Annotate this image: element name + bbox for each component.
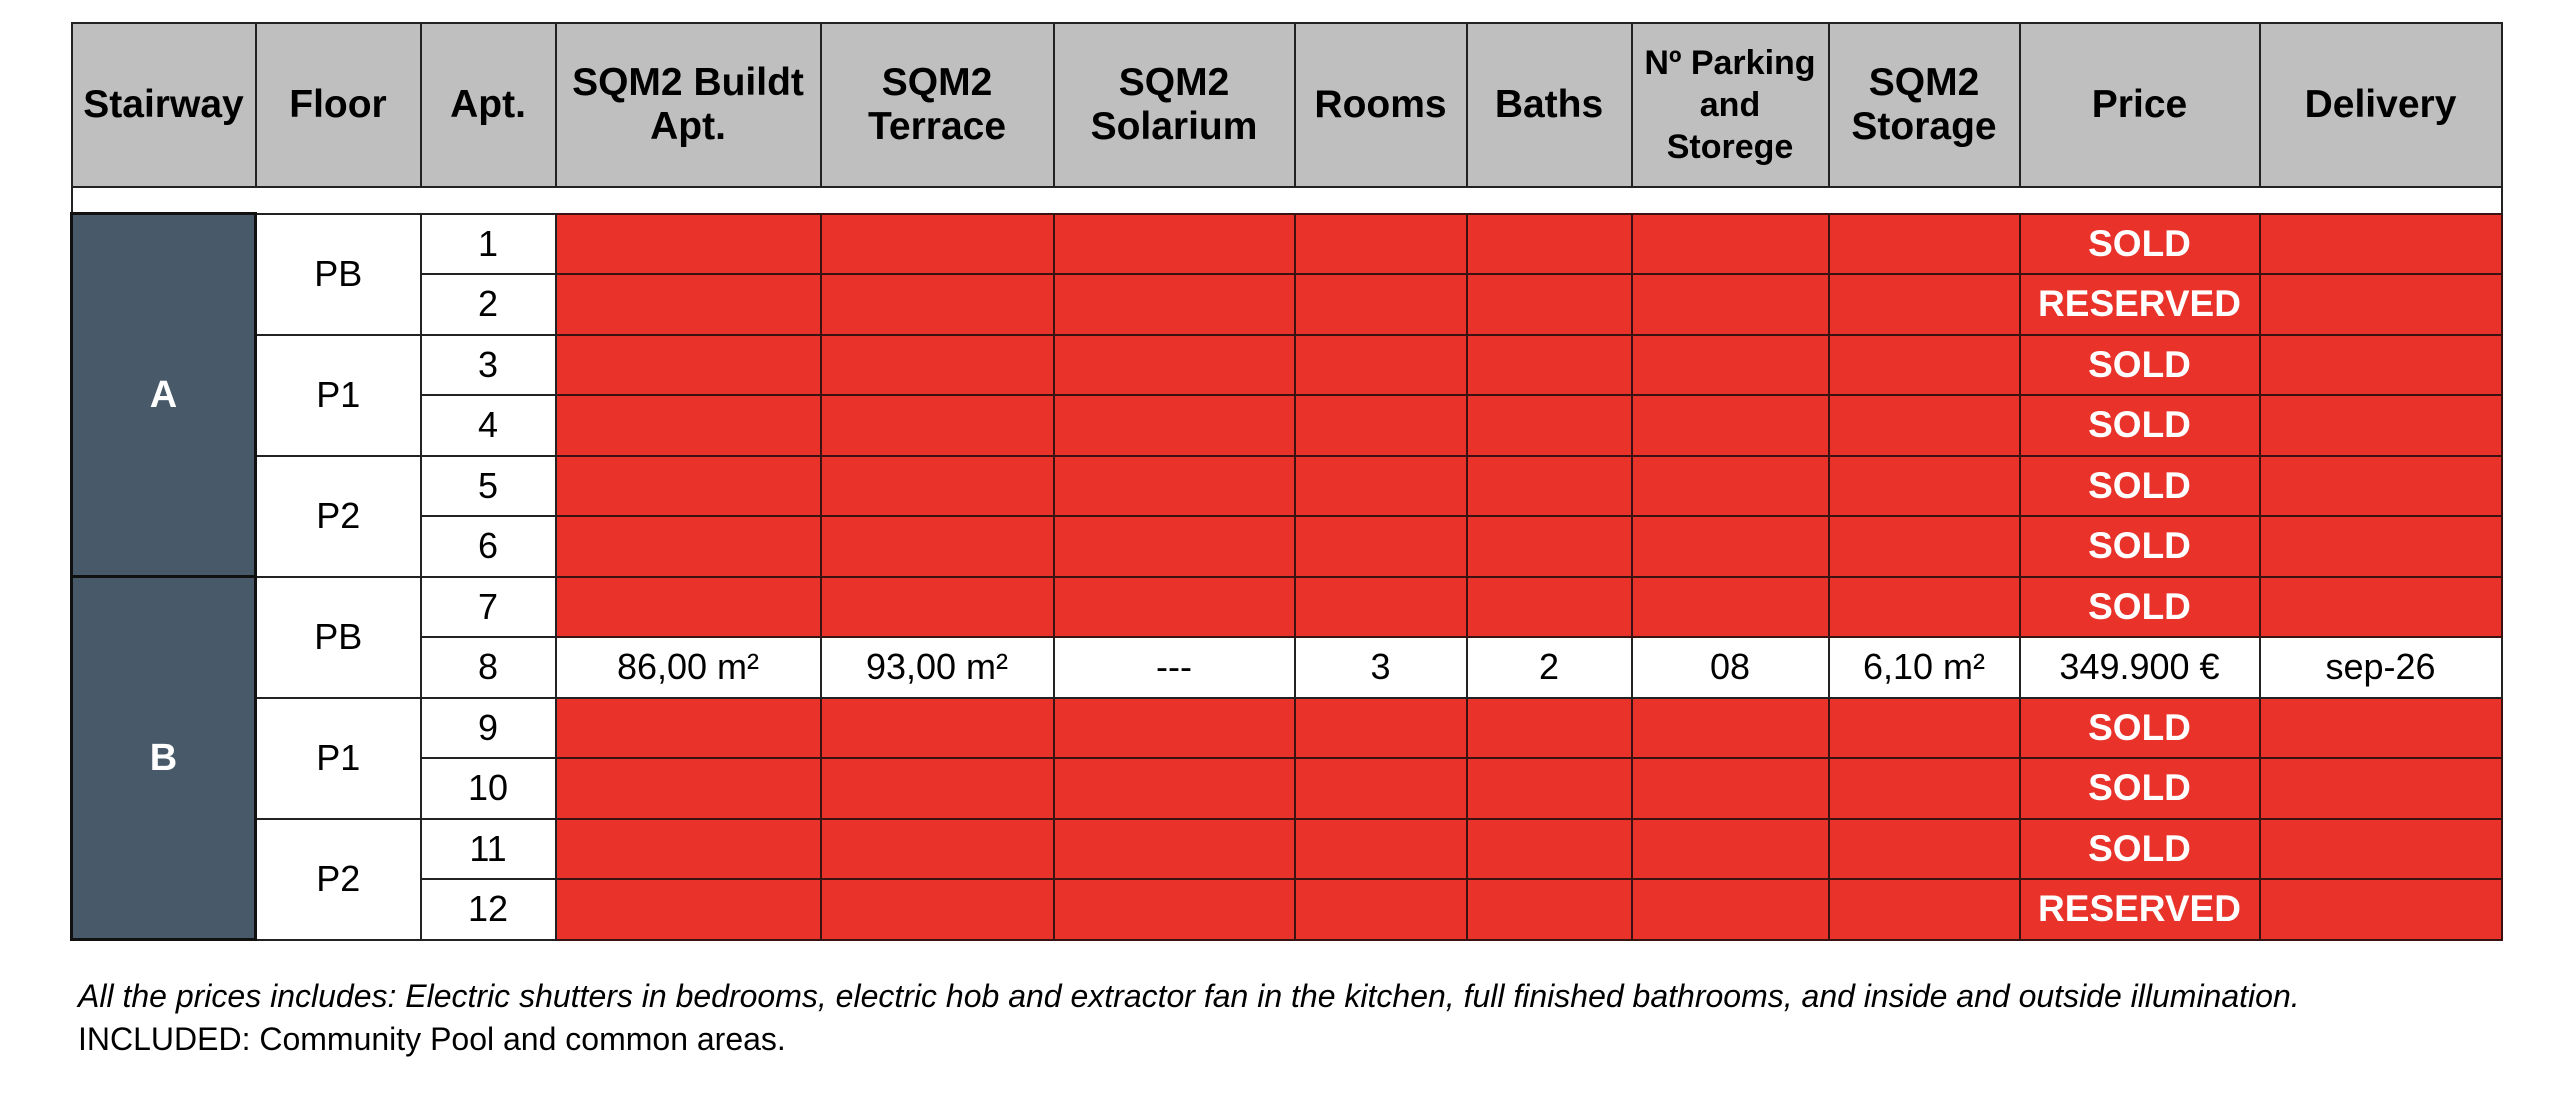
apartment-number: 10 xyxy=(421,758,556,819)
value-rooms: 3 xyxy=(1295,637,1467,698)
unavailable-cell xyxy=(1829,819,2020,880)
unavailable-cell xyxy=(821,335,1054,396)
unavailable-cell xyxy=(1054,577,1295,638)
apartment-number: 12 xyxy=(421,879,556,940)
column-header: Nº Parking and Storege xyxy=(1632,23,1829,187)
unavailable-cell xyxy=(1829,395,2020,456)
apartments-table xyxy=(70,22,2503,941)
column-header: Baths xyxy=(1467,23,1632,187)
unavailable-cell xyxy=(1054,335,1295,396)
unavailable-cell xyxy=(2260,577,2502,638)
apartment-number: 11 xyxy=(421,819,556,880)
column-header: SQM2 Buildt Apt. xyxy=(556,23,821,187)
unavailable-cell xyxy=(1295,456,1467,517)
unavailable-cell xyxy=(1632,395,1829,456)
floor-cell: P1 xyxy=(256,335,421,456)
unavailable-cell xyxy=(1467,698,1632,759)
spacer-row xyxy=(72,187,2502,214)
unavailable-cell xyxy=(1295,395,1467,456)
unavailable-cell xyxy=(1295,274,1467,335)
value-baths: 2 xyxy=(1467,637,1632,698)
table-row xyxy=(72,335,2502,396)
status-badge: SOLD xyxy=(2020,395,2260,456)
unavailable-cell xyxy=(1829,879,2020,940)
floor-cell: PB xyxy=(256,577,421,698)
unavailable-cell xyxy=(1054,819,1295,880)
unavailable-cell xyxy=(1632,274,1829,335)
unavailable-cell xyxy=(1632,819,1829,880)
spacer-cell xyxy=(72,187,2502,214)
unavailable-cell xyxy=(2260,758,2502,819)
unavailable-cell xyxy=(821,819,1054,880)
unavailable-cell xyxy=(556,456,821,517)
column-header: Stairway xyxy=(72,23,256,187)
column-header: Rooms xyxy=(1295,23,1467,187)
status-badge: SOLD xyxy=(2020,516,2260,577)
status-badge: SOLD xyxy=(2020,456,2260,517)
unavailable-cell xyxy=(2260,274,2502,335)
unavailable-cell xyxy=(1054,274,1295,335)
unavailable-cell xyxy=(2260,335,2502,396)
unavailable-cell xyxy=(556,577,821,638)
delivery-value: sep-26 xyxy=(2260,637,2502,698)
unavailable-cell xyxy=(2260,698,2502,759)
unavailable-cell xyxy=(2260,819,2502,880)
floor-cell: P2 xyxy=(256,456,421,577)
unavailable-cell xyxy=(1054,758,1295,819)
table-row xyxy=(72,637,2502,698)
unavailable-cell xyxy=(1295,879,1467,940)
apartment-number: 3 xyxy=(421,335,556,396)
table-row xyxy=(72,214,2502,275)
apartment-number: 5 xyxy=(421,456,556,517)
unavailable-cell xyxy=(1054,879,1295,940)
apartment-number: 2 xyxy=(421,274,556,335)
unavailable-cell xyxy=(556,758,821,819)
unavailable-cell xyxy=(1295,577,1467,638)
unavailable-cell xyxy=(2260,516,2502,577)
unavailable-cell xyxy=(2260,395,2502,456)
unavailable-cell xyxy=(556,516,821,577)
unavailable-cell xyxy=(821,516,1054,577)
unavailable-cell xyxy=(1829,214,2020,275)
unavailable-cell xyxy=(1829,274,2020,335)
apartment-number: 1 xyxy=(421,214,556,275)
unavailable-cell xyxy=(1467,274,1632,335)
unavailable-cell xyxy=(1467,395,1632,456)
unavailable-cell xyxy=(1829,456,2020,517)
unavailable-cell xyxy=(1632,698,1829,759)
unavailable-cell xyxy=(556,879,821,940)
unavailable-cell xyxy=(821,577,1054,638)
unavailable-cell xyxy=(556,395,821,456)
unavailable-cell xyxy=(2260,214,2502,275)
column-header: Floor xyxy=(256,23,421,187)
header-row xyxy=(72,23,2502,187)
unavailable-cell xyxy=(1295,335,1467,396)
unavailable-cell xyxy=(2260,456,2502,517)
unavailable-cell xyxy=(556,698,821,759)
unavailable-cell xyxy=(821,698,1054,759)
unavailable-cell xyxy=(1054,698,1295,759)
unavailable-cell xyxy=(1295,516,1467,577)
status-badge: RESERVED xyxy=(2020,879,2260,940)
unavailable-cell xyxy=(1054,516,1295,577)
unavailable-cell xyxy=(1054,456,1295,517)
unavailable-cell xyxy=(2260,879,2502,940)
unavailable-cell xyxy=(1632,335,1829,396)
unavailable-cell xyxy=(1829,698,2020,759)
unavailable-cell xyxy=(556,819,821,880)
unavailable-cell xyxy=(1829,577,2020,638)
unavailable-cell xyxy=(1632,577,1829,638)
notes xyxy=(78,975,2478,1061)
value-sqm-storage: 6,10 m² xyxy=(1829,637,2020,698)
status-badge: SOLD xyxy=(2020,335,2260,396)
unavailable-cell xyxy=(1467,516,1632,577)
column-header: Delivery xyxy=(2260,23,2502,187)
column-header: SQM2 Storage xyxy=(1829,23,2020,187)
table-row xyxy=(72,758,2502,819)
apartment-number: 9 xyxy=(421,698,556,759)
unavailable-cell xyxy=(1829,758,2020,819)
column-header: Apt. xyxy=(421,23,556,187)
unavailable-cell xyxy=(556,274,821,335)
unavailable-cell xyxy=(821,758,1054,819)
unavailable-cell xyxy=(556,335,821,396)
unavailable-cell xyxy=(1295,819,1467,880)
floor-cell: P1 xyxy=(256,698,421,819)
apartment-number: 6 xyxy=(421,516,556,577)
unavailable-cell xyxy=(1632,879,1829,940)
table-row xyxy=(72,274,2502,335)
value-sqm-built: 86,00 m² xyxy=(556,637,821,698)
unavailable-cell xyxy=(1467,577,1632,638)
floor-cell: P2 xyxy=(256,819,421,940)
table-body xyxy=(72,187,2502,940)
unavailable-cell xyxy=(1829,516,2020,577)
unavailable-cell xyxy=(1295,214,1467,275)
column-header: SQM2 Solarium xyxy=(1054,23,1295,187)
notes-prices-include: All the prices includes: Electric shutters in bedrooms, electric hob and extractor fan in the kitchen, full finished bathrooms, and inside and outside illumination. xyxy=(78,978,2300,1014)
stairway-cell: A xyxy=(72,214,256,577)
notes-included: INCLUDED: Community Pool and common areas. xyxy=(78,1021,786,1057)
unavailable-cell xyxy=(1467,819,1632,880)
unavailable-cell xyxy=(1632,214,1829,275)
unavailable-cell xyxy=(1467,758,1632,819)
status-badge: SOLD xyxy=(2020,819,2260,880)
floor-cell: PB xyxy=(256,214,421,335)
status-badge: SOLD xyxy=(2020,698,2260,759)
unavailable-cell xyxy=(821,879,1054,940)
status-badge: SOLD xyxy=(2020,577,2260,638)
unavailable-cell xyxy=(1295,698,1467,759)
table-row xyxy=(72,516,2502,577)
value-sqm-solarium: --- xyxy=(1054,637,1295,698)
unavailable-cell xyxy=(1467,335,1632,396)
unavailable-cell xyxy=(821,456,1054,517)
status-badge: SOLD xyxy=(2020,758,2260,819)
table-row xyxy=(72,456,2502,517)
unavailable-cell xyxy=(821,274,1054,335)
apartment-number: 4 xyxy=(421,395,556,456)
column-header: Price xyxy=(2020,23,2260,187)
unavailable-cell xyxy=(1295,758,1467,819)
unavailable-cell xyxy=(1829,335,2020,396)
table-row xyxy=(72,879,2502,940)
value-parking: 08 xyxy=(1632,637,1829,698)
unavailable-cell xyxy=(1054,395,1295,456)
unavailable-cell xyxy=(1632,516,1829,577)
apartment-number: 7 xyxy=(421,577,556,638)
unavailable-cell xyxy=(556,214,821,275)
table-row xyxy=(72,395,2502,456)
unavailable-cell xyxy=(1467,456,1632,517)
unavailable-cell xyxy=(1632,758,1829,819)
table-row xyxy=(72,698,2502,759)
unavailable-cell xyxy=(821,395,1054,456)
apartment-number: 8 xyxy=(421,637,556,698)
unavailable-cell xyxy=(1467,879,1632,940)
unavailable-cell xyxy=(821,214,1054,275)
status-badge: SOLD xyxy=(2020,214,2260,275)
value-sqm-terrace: 93,00 m² xyxy=(821,637,1054,698)
status-badge: RESERVED xyxy=(2020,274,2260,335)
unavailable-cell xyxy=(1467,214,1632,275)
table-row xyxy=(72,577,2502,638)
unavailable-cell xyxy=(1054,214,1295,275)
column-header: SQM2 Terrace xyxy=(821,23,1054,187)
unavailable-cell xyxy=(1632,456,1829,517)
stairway-cell: B xyxy=(72,577,256,940)
table-row xyxy=(72,819,2502,880)
price-value: 349.900 € xyxy=(2020,637,2260,698)
